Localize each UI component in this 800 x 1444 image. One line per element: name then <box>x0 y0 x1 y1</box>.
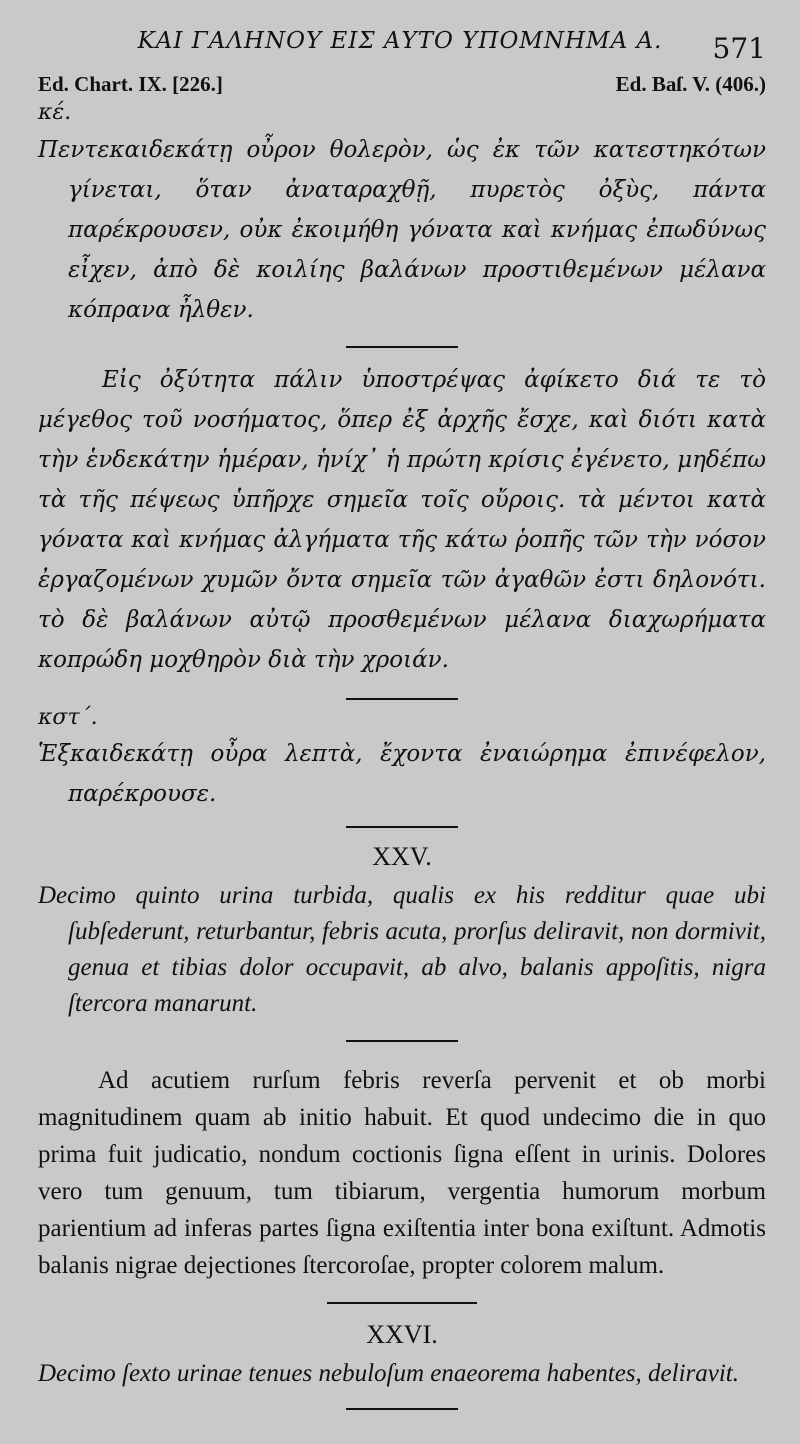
latin-section-26-numeral: XXVI. <box>366 1320 438 1349</box>
latin-aphorism-25: Decimo quinto urina turbida, qualis ex his redditur quae ubi ſubſederunt, returbantur, febris acuta, prorſus deliravit, non dormivit, genua et tibias dolor occupavit, ab alvo, balanis appoſitis, nigra ſtercora manarunt. <box>38 882 766 1017</box>
divider <box>346 1408 458 1410</box>
divider <box>346 346 458 348</box>
page-number: 571 <box>712 32 766 65</box>
divider <box>346 698 458 700</box>
edition-left: Ed. Chart. IX. [226.] <box>38 72 223 96</box>
running-title: ΚΑΙ ΓΑΛΗΝΟΥ ΕΙΣ ΑΥΤΟ ΥΠΟΜΝΗΜΑ Α. <box>137 28 663 54</box>
greek-aphorism-25: Πεντεκαιδεκάτῃ οὖρον θολερὸν, ὡς ἐκ τῶν κατεστηκότων γίνεται, ὅταν ἀναταραχθῇ, πυρετὸς ὀξὺς, πάντα παρέκρουσεν, οὐκ ἐκοιμήθη γόνατα καὶ κνήμας ἐπωδύνως εἶχεν, ἀπὸ δὲ κοιλίης βαλάνων προστιθεμένων μέλανα κόπρανα ἦλθεν. <box>38 137 766 323</box>
greek-commentary-25: Εἰς ὀξύτητα πάλιν ὑποστρέψας ἀφίκετο διά τε τὸ μέγεθος τοῦ νοσήματος, ὅπερ ἐξ ἀρχῆς ἔσχε, καὶ διότι κατὰ τὴν ἑνδεκάτην ἡμέραν, ἡνίχ᾽ ἡ πρώτη κρίσις ἐγένετο, μηδέπω τὰ τῆς πέψεως ὑπῆρχε σημεῖα τοῖς οὔροις. τὰ μέντοι κατὰ γόνατα καὶ κνήμας ἀλγήματα τῆς κάτω ῥοπῆς τῶν τὴν νόσον ἐργαζομένων χυμῶν ὄντα σημεῖα τῶν ἀγαθῶν ἐστι δηλονότι. τὸ δὲ βαλάνων αὐτῷ προσθεμένων μέλανα διαχωρήματα κοπρώδη μοχθηρὸν διὰ τὴν χροιάν. <box>38 367 766 673</box>
latin-aphorism-26: Decimo ſexto urinae tenues nebuloſum enaeorema habentes, deliravit. <box>38 1360 739 1387</box>
divider <box>346 826 458 828</box>
greek-section-25-numeral: κέ. <box>38 100 72 125</box>
divider <box>346 1040 458 1042</box>
edition-references <box>38 72 766 97</box>
greek-section-26-numeral: κστ΄. <box>38 705 98 730</box>
latin-section-25-numeral: XXV. <box>372 842 432 871</box>
edition-right: Ed. Baſ. V. (406.) <box>615 72 766 96</box>
latin-commentary-25: Ad acutiem rurſum febris reverſa pervenit et ob morbi magnitudinem quam ab initio habuit. Et quod undecimo die in quo prima fuit judicatio, nondum coctionis ſigna eſſent in urinis. Dolores vero tum genuum, tum tibiarum, vergentia humorum morbum parientium ad inferas partes ſigna exiſtentia inter bona exiſtunt. Admotis balanis nigrae dejectiones ſtercoroſae, propter colorem malum. <box>38 1067 766 1279</box>
divider <box>327 1302 477 1304</box>
greek-aphorism-26: Ἑξκαιδεκάτῃ οὖρα λεπτὰ, ἔχοντα ἐναιώρημα ἐπινέφελον, παρέκρουσε. <box>38 741 766 807</box>
